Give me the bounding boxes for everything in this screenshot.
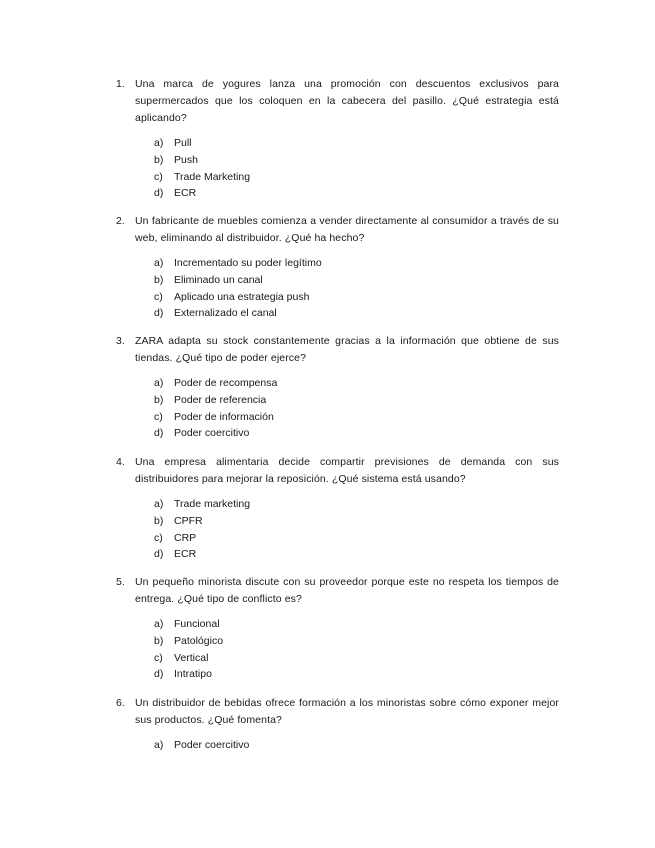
question-number: 4. — [116, 456, 125, 468]
options-list — [154, 737, 559, 754]
option-text: Vertical — [174, 651, 209, 664]
question-number: 2. — [116, 215, 125, 227]
option-b — [154, 633, 559, 650]
option-c — [154, 649, 559, 666]
options-list — [154, 255, 559, 322]
option-c — [154, 408, 559, 425]
option-letter: c) — [154, 651, 163, 664]
option-b — [154, 392, 559, 409]
option-b — [154, 152, 559, 169]
option-letter: b) — [154, 394, 164, 407]
option-letter: d) — [154, 548, 164, 561]
option-text: Aplicado una estrategia push — [174, 290, 310, 303]
option-letter: b) — [154, 515, 164, 528]
question-5 — [116, 574, 559, 683]
option-a — [154, 737, 559, 754]
question-2 — [116, 213, 559, 322]
option-b — [154, 513, 559, 530]
question-text: Un pequeño minorista discute con su proveedor porque este no respeta los tiempos de entrega. ¿Qué tipo de conflicto es? — [135, 576, 559, 605]
option-a — [154, 135, 559, 152]
option-text: Poder de referencia — [174, 394, 267, 407]
option-letter: c) — [154, 170, 163, 183]
option-letter: a) — [154, 498, 164, 511]
options-list — [154, 616, 559, 683]
option-d — [154, 425, 559, 442]
option-a — [154, 616, 559, 633]
option-letter: d) — [154, 307, 164, 320]
question-text: Un distribuidor de bebidas ofrece formación a los minoristas sobre cómo exponer mejor sus productos. ¿Qué fomenta? — [135, 697, 559, 726]
options-list — [154, 375, 559, 442]
question-number: 5. — [116, 576, 125, 588]
question-4 — [116, 454, 559, 563]
question-text: Un fabricante de muebles comienza a vender directamente al consumidor a través de su web, eliminando al distribuidor. ¿Qué ha hecho? — [135, 215, 559, 244]
option-c — [154, 168, 559, 185]
option-text: ECR — [174, 187, 197, 200]
option-c — [154, 288, 559, 305]
option-letter: a) — [154, 377, 164, 390]
question-number: 1. — [116, 78, 125, 90]
option-letter: a) — [154, 739, 164, 752]
option-letter: a) — [154, 257, 164, 270]
option-text: Pull — [174, 137, 192, 150]
option-d — [154, 185, 559, 202]
question-6 — [116, 695, 559, 754]
option-b — [154, 272, 559, 289]
option-letter: a) — [154, 137, 164, 150]
question-text: Una empresa alimentaria decide compartir previsiones de demanda con sus distribuidores para mejorar la reposición. ¿Qué sistema está usando? — [135, 456, 559, 485]
option-letter: c) — [154, 410, 163, 423]
question-1 — [116, 76, 559, 202]
option-letter: b) — [154, 154, 164, 167]
option-a — [154, 255, 559, 272]
option-d — [154, 305, 559, 322]
option-text: Funcional — [174, 618, 220, 631]
question-text: ZARA adapta su stock constantemente gracias a la información que obtiene de sus tiendas. ¿Qué tipo de poder ejerce? — [135, 335, 559, 364]
option-a — [154, 496, 559, 513]
question-number: 6. — [116, 697, 125, 709]
option-text: ECR — [174, 548, 197, 561]
option-text: Poder de información — [174, 410, 274, 423]
option-c — [154, 529, 559, 546]
option-d — [154, 666, 559, 683]
option-a — [154, 375, 559, 392]
options-list — [154, 135, 559, 202]
option-text: Poder de recompensa — [174, 377, 278, 390]
option-text: Poder coercitivo — [174, 427, 250, 440]
option-text: Eliminado un canal — [174, 274, 263, 287]
option-letter: b) — [154, 635, 164, 648]
option-letter: c) — [154, 290, 163, 303]
option-text: Poder coercitivo — [174, 739, 250, 752]
option-letter: c) — [154, 531, 163, 544]
option-letter: d) — [154, 668, 164, 681]
option-text: Patológico — [174, 635, 224, 648]
option-text: Trade marketing — [174, 498, 251, 511]
option-text: Externalizado el canal — [174, 307, 277, 320]
question-number: 3. — [116, 335, 125, 347]
option-letter: d) — [154, 187, 164, 200]
question-text: Una marca de yogures lanza una promoción con descuentos exclusivos para supermercados que los coloquen en la cabecera del pasillo. ¿Qué estrategia está aplicando? — [135, 78, 559, 124]
option-text: Incrementado su poder legítimo — [174, 257, 322, 270]
option-text: CRP — [174, 531, 197, 544]
option-letter: d) — [154, 427, 164, 440]
option-text: Intratipo — [174, 668, 212, 681]
options-list — [154, 496, 559, 563]
option-letter: b) — [154, 274, 164, 287]
option-d — [154, 546, 559, 563]
option-text: CPFR — [174, 515, 203, 528]
question-3 — [116, 333, 559, 442]
option-text: Trade Marketing — [174, 170, 251, 183]
option-text: Push — [174, 154, 198, 167]
option-letter: a) — [154, 618, 164, 631]
